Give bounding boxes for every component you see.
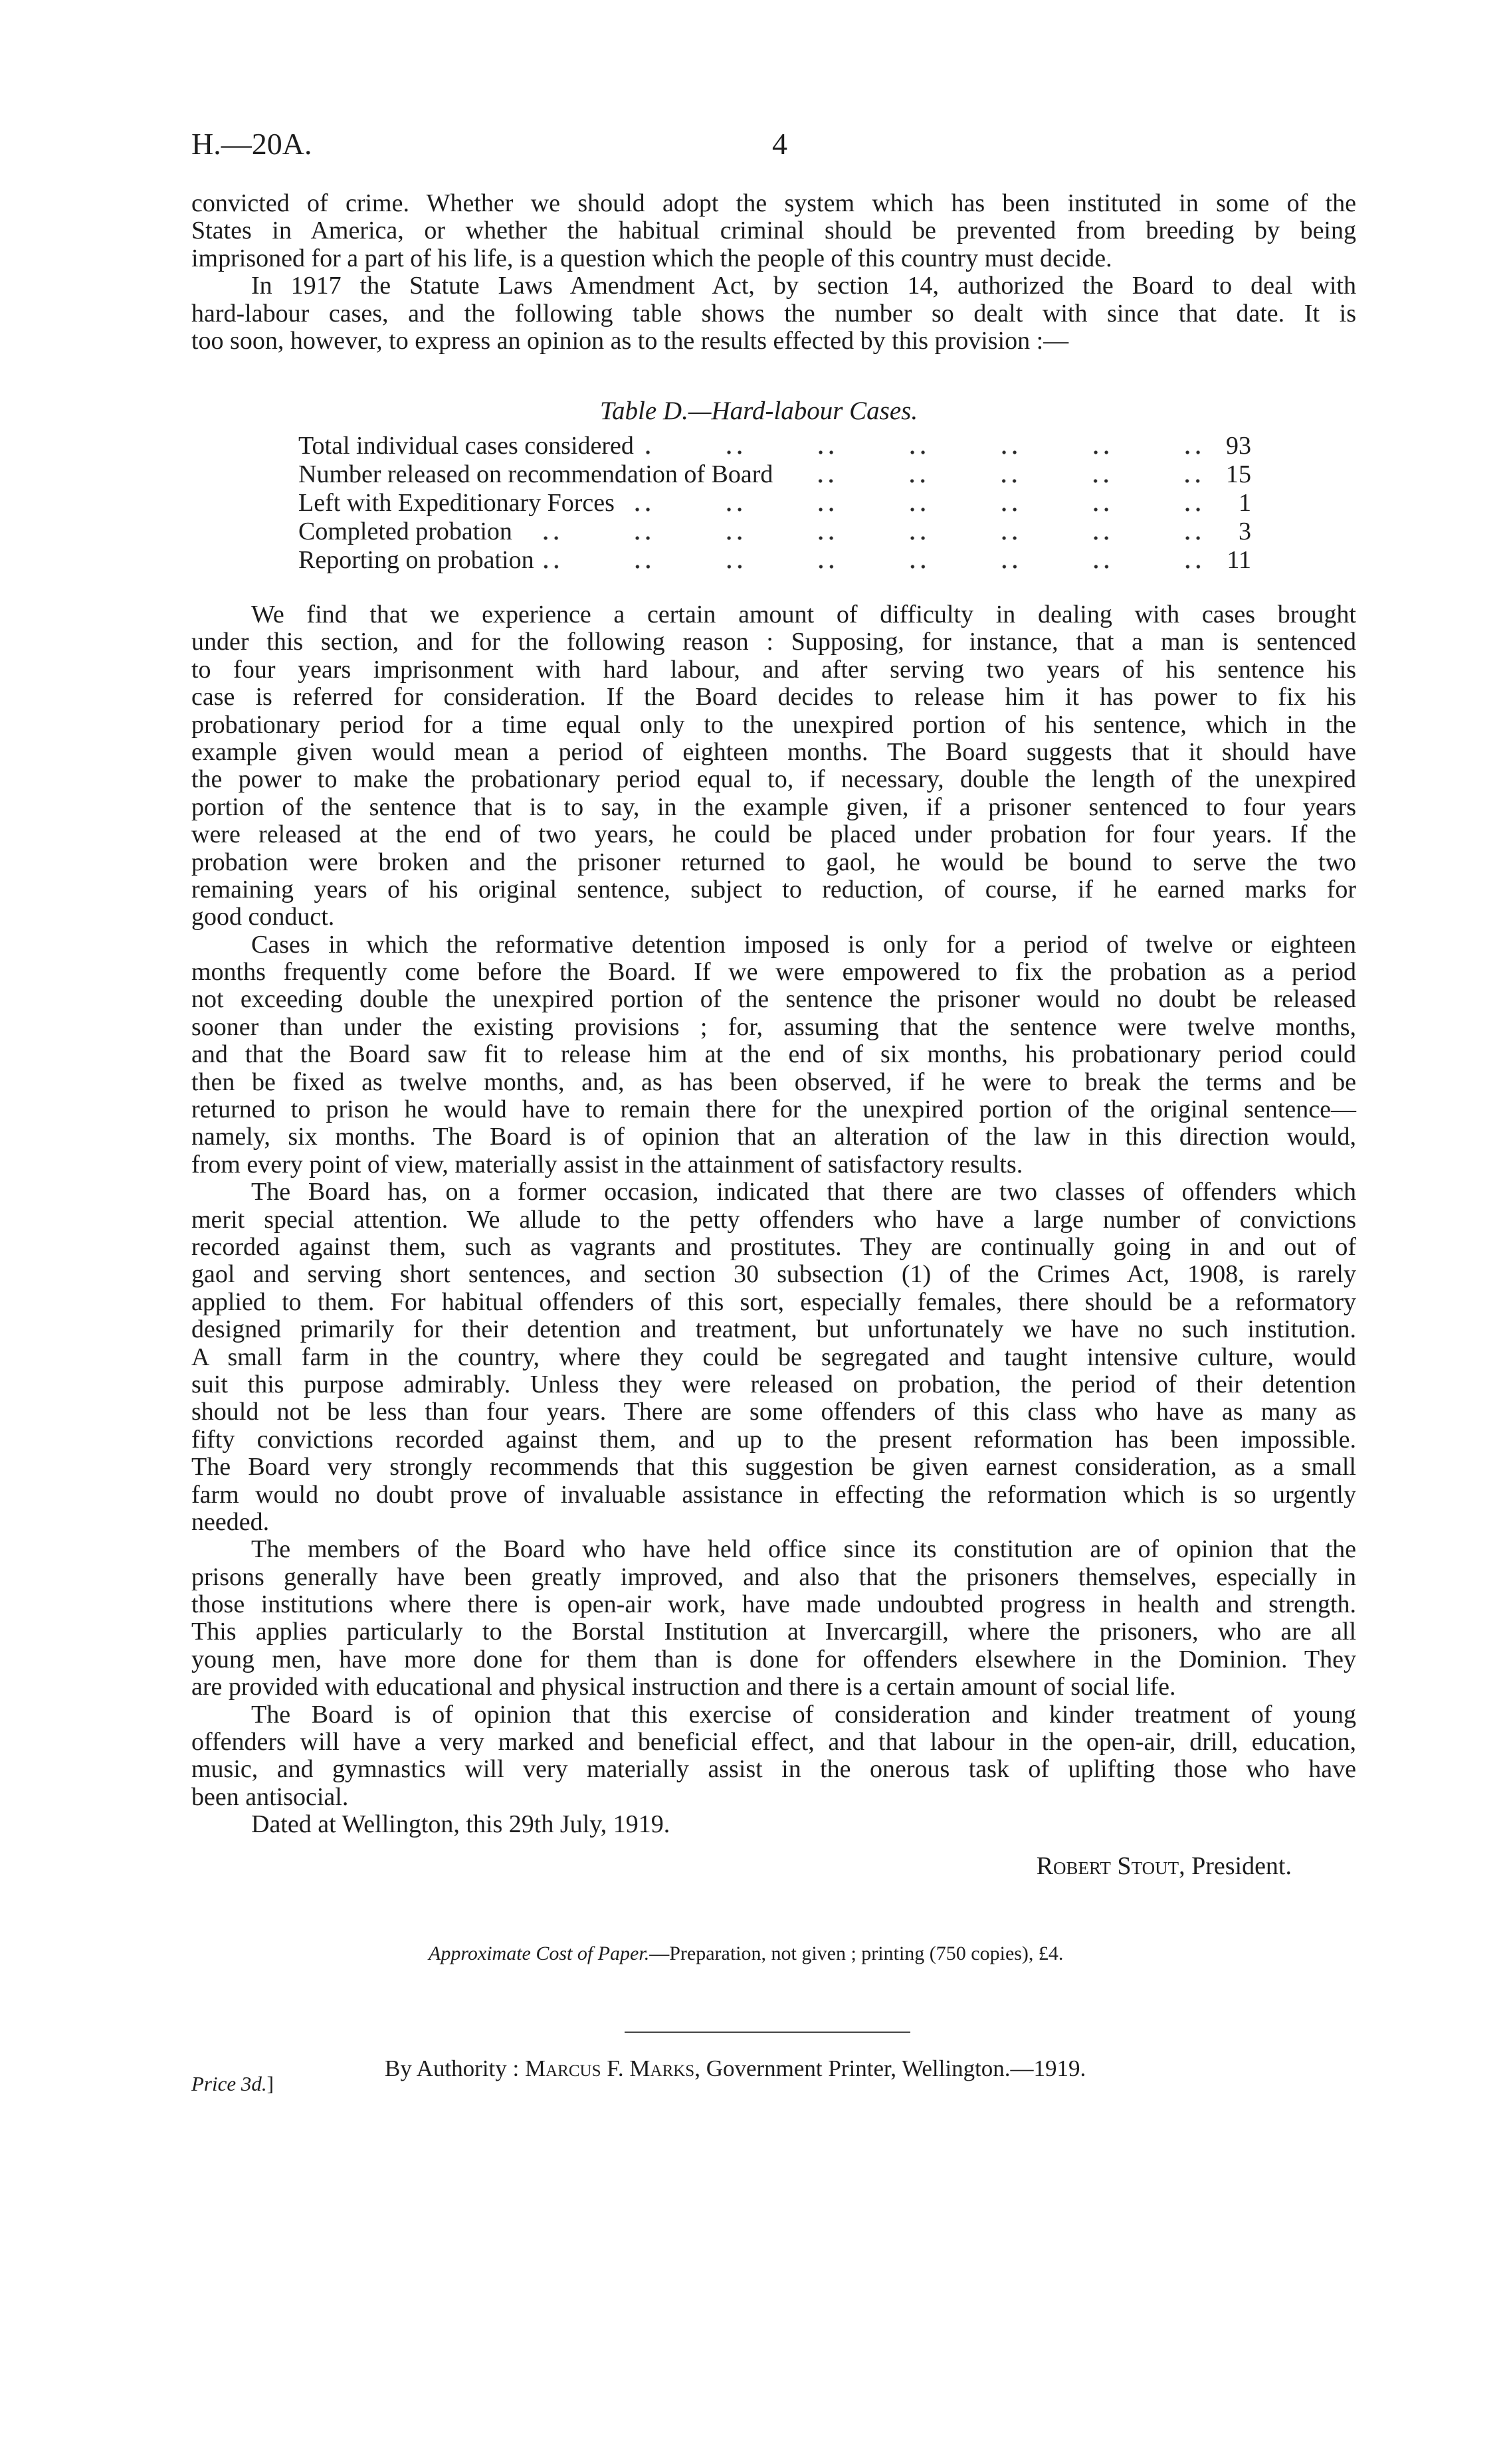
text-line: The Board very strongly recommends that this suggestion be given earnest consideration, as a small [191,1453,1356,1481]
cost-note-label: Approximate Cost of Paper. [429,1943,650,1964]
text-line: Dated at Wellington, this 29th July, 1919. [251,1810,670,1839]
text-line: example given would mean a period of eighteen months. The Board suggests that it should have [191,737,1356,766]
table-row [298,518,1251,546]
text-line: farm would no doubt prove of invaluable assistance in effecting the reformation which is so urgently [191,1480,1356,1509]
text-line: offenders will have a very marked and beneficial effect, and that labour in the open-air, drill, education, [191,1728,1356,1756]
text-line: probationary period for a time equal only to the unexpired portion of his sentence, which in the [191,710,1356,739]
row-label: Completed probation [298,518,512,545]
paragraph [191,601,1356,931]
text-line: returned to prison he would have to remain there for the unexpired portion of the original sentence— [191,1095,1356,1124]
text-line: In 1917 the Statute Laws Amendment Act, by section 14, authorized the Board to deal with [251,272,1356,300]
text-line: convicted of crime. Whether we should adopt the system which has been instituted in some of the [191,189,1356,217]
text-line: portion of the sentence that is to say, in the example given, if a prisoner sentenced to four years [191,793,1356,821]
paragraph [191,1179,1356,1536]
row-value: 15 [1226,460,1251,488]
text-line: then be fixed as twelve months, and, as has been observed, if he were to break the terms and be [191,1068,1356,1096]
imprint-prefix: By Authority : [385,2055,520,2081]
text-line: needed. [191,1507,270,1536]
row-label: Number released on recommendation of Board [298,460,773,488]
dot-leader [624,489,1206,518]
text-line: The Board has, on a former occasion, indicated that there are two classes of offenders which [251,1178,1356,1206]
text-line: A small farm in the country, where they could be segregated and taught intensive culture, would [191,1343,1356,1371]
text-line: case is referred for consideration. If the Board decides to release him it has power to fix his [191,683,1356,711]
text-line: music, and gymnastics will very materially assist in the onerous task of uplifting those who have [191,1755,1356,1784]
text-line: prisons generally have been greatly improved, and also that the prisoners themselves, especially in [191,1563,1356,1591]
text-line: those institutions where there is open-air work, have made undoubted progress in health and strength. [191,1590,1356,1619]
header-reference: H.—20A. [191,127,312,161]
text-line: remaining years of his original sentence, subject to reduction, of course, if he earned marks for [191,875,1356,903]
divider-rule [625,2032,910,2033]
text-line: sooner than under the existing provisions ; for, assuming that the sentence were twelve months, [191,1012,1356,1041]
imprint [385,2055,1086,2083]
text-line: fifty convictions recorded against them, and up to the present reformation has been impossible. [191,1425,1356,1454]
text-line: Cases in which the reformative detention imposed is only for a period of twelve or eighteen [251,930,1356,959]
text-line: hard-labour cases, and the following table shows the number so dealt with since that date. It is [191,299,1356,328]
text-line: recorded against them, such as vagrants and prostitutes. They are continually going in and out of [191,1232,1356,1261]
page-number: 4 [772,127,787,161]
paragraph [191,272,1356,355]
row-value: 93 [1226,432,1251,460]
paragraph [191,190,1356,272]
text-line: are provided with educational and physical instruction and there is a certain amount of social life. [191,1673,1176,1701]
table-row [298,432,1251,460]
text-line: been antisocial. [191,1782,349,1811]
hard-labour-table [298,432,1251,575]
text-line: We find that we experience a certain amount of difficulty in dealing with cases brought [251,601,1356,628]
printer-name: Marcus F. Marks [525,2055,695,2081]
signature [1037,1852,1292,1880]
row-label: Reporting on probation [298,546,534,574]
text-line: the power to make the probationary period equal to, if necessary, double the length of the unexpired [191,765,1356,794]
text-line: The members of the Board who have held office since its constitution are of opinion that the [251,1535,1356,1564]
price-text: Price 3d. [191,2072,267,2095]
dot-leader [544,546,1206,575]
text-line: The Board is of opinion that this exercise of consideration and kinder treatment of young [251,1700,1356,1729]
table-row [298,489,1251,518]
imprint-suffix: , Government Printer, Wellington.—1919. [694,2055,1086,2081]
text-line: merit special attention. We allude to the petty offenders who have a large number of convictions [191,1205,1356,1234]
text-line: too soon, however, to express an opinion as to the results effected by this provision :— [191,326,1069,355]
cost-note [429,1942,1063,1966]
dot-leader [522,518,1206,546]
text-line: and that the Board saw fit to release him at the end of six months, his probationary period could [191,1040,1356,1069]
text-line: gaol and serving short sentences, and section 30 subsection (1) of the Crimes Act, 1908, is rarely [191,1260,1356,1289]
table-row [298,460,1251,489]
text-line: suit this purpose admirably. Unless they were released on probation, the period of their detention [191,1370,1356,1398]
row-value: 11 [1227,546,1251,574]
paragraph [191,1536,1356,1701]
text-line: young men, have more done for them than is done for offenders elsewhere in the Dominion. They [191,1645,1356,1673]
dot-leader [643,432,1206,460]
text-line: good conduct. [191,903,335,931]
text-line: applied to them. For habitual offenders of this sort, especially females, there should be a reformatory [191,1287,1356,1316]
text-line: States in America, or whether the habitual criminal should be prevented from breeding by being [191,217,1356,245]
text-after-table [191,601,1356,1839]
text-line: This applies particularly to the Borstal Institution at Invercargill, where the prisoners, who are all [191,1618,1356,1646]
dot-leader [782,460,1206,489]
text-line: were released at the end of two years, he could be placed under probation for four years. If the [191,820,1356,849]
price-bracket: ] [266,2072,274,2095]
signature-name: Robert Stout [1036,1852,1179,1880]
row-label: Total individual cases considered [298,432,634,460]
price-note [191,2071,274,2097]
row-value: 1 [1239,489,1251,517]
text-line: designed primarily for their detention and treatment, but unfortunately we have no such institution. [191,1315,1356,1344]
row-value: 3 [1239,518,1251,545]
paragraph [191,1701,1356,1812]
text-line: months frequently come before the Board. If we were empowered to fix the probation as a period [191,958,1356,987]
text-line: namely, six months. The Board is of opinion that an alteration of the law in this direction would, [191,1123,1356,1151]
text-line: to four years imprisonment with hard labour, and after serving two years of his sentence his [191,655,1356,684]
text-before-table [191,190,1356,355]
text-line: under this section, and for the following reason : Supposing, for instance, that a man is sentenced [191,628,1356,656]
text-line: not exceeding double the unexpired portion of the sentence the prisoner would no doubt be released [191,985,1356,1014]
text-line: imprisoned for a part of his life, is a question which the people of this country must decide. [191,244,1112,272]
paragraph [191,931,1356,1179]
text-line: should not be less than four years. There are some offenders of this class who have as many as [191,1398,1356,1426]
text-line: probation were broken and the prisoner returned to gaol, he would be bound to serve the two [191,848,1356,876]
dateline [191,1811,1356,1838]
row-label: Left with Expeditionary Forces [298,489,615,517]
text-line: from every point of view, materially assist in the attainment of satisfactory results. [191,1150,1023,1179]
cost-note-text: —Preparation, not given ; printing (750 copies), £4. [649,1943,1064,1964]
table-title: Table D.—Hard-labour Cases. [599,397,918,425]
signature-title: , President. [1179,1852,1292,1880]
table-row [298,546,1251,575]
